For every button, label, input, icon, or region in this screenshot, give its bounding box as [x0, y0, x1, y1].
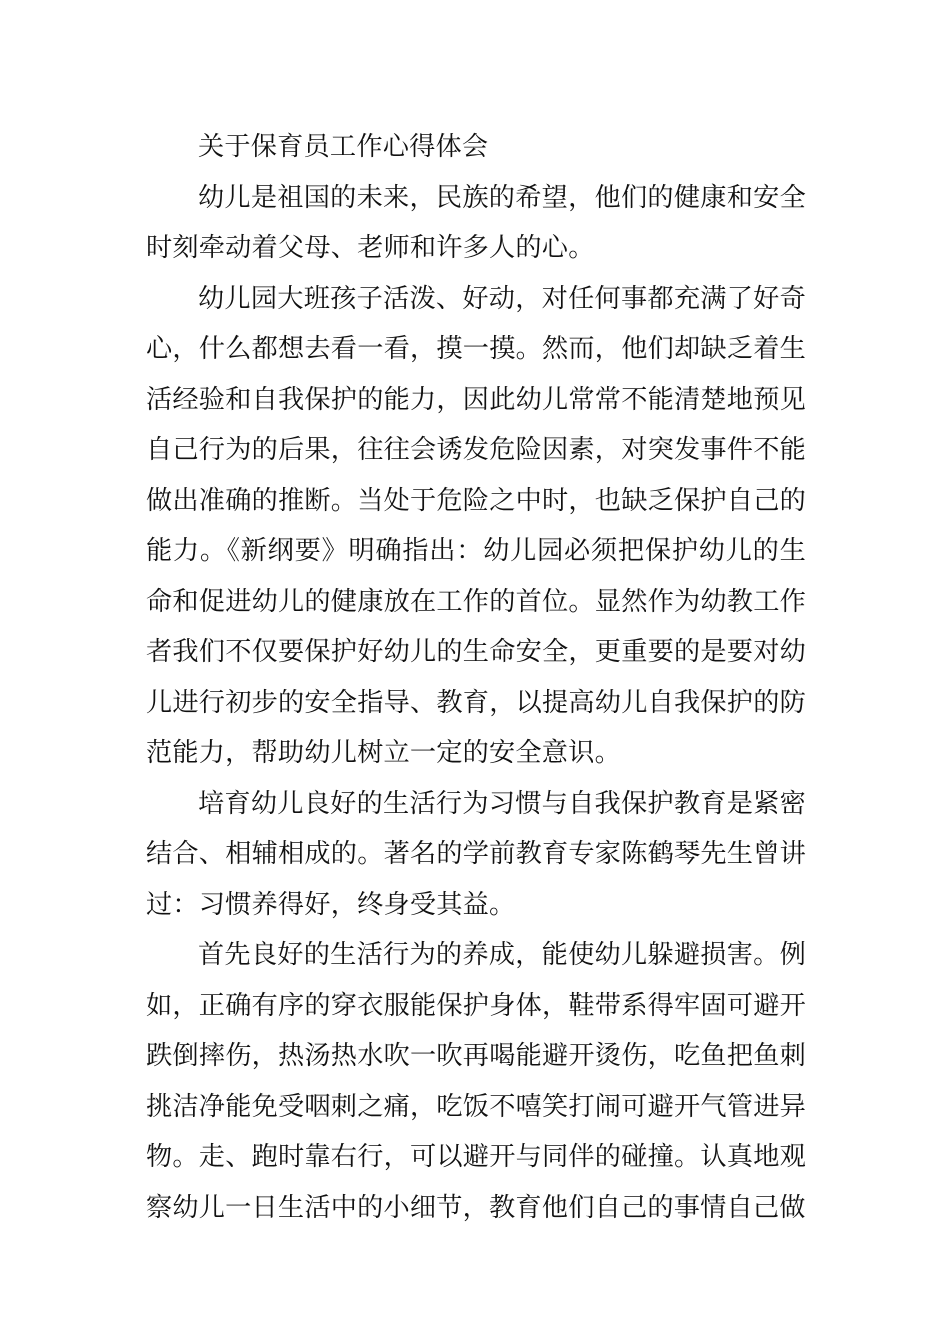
paragraph-4: 首先良好的生活行为的养成，能使幼儿躲避损害。例如，正确有序的穿衣服能保护身体，鞋带系得牢固可避开跌倒摔伤，热汤热水吹一吹再喝能避开烫伤，吃鱼把鱼刺挑洁净能免受咽刺之痛，吃饭不嘻笑打闹可避开气管进异物。走、跑时靠右行，可以避开与同伴的碰撞。认真地观察幼儿一日生活中的小细节，教育他们自己的事情自己做	[146, 940, 806, 1223]
document-title: 关于保育员工作心得体会	[198, 132, 489, 162]
paragraph-2: 幼儿园大班孩子活泼、好动，对任何事都充满了好奇心，什么都想去看一看，摸一摸。然而，他们却缺乏着生活经验和自我保护的能力，因此幼儿常常不能清楚地预见自己行为的后果，往往会诱发危险因素，对突发事件不能做出准确的推断。当处于危险之中时，也缺乏保护自己的能力。《新纲要》明确指出：幼儿园必须把保护幼儿的生命和促进幼儿的健康放在工作的首位。显然作为幼教工作者我们不仅要保护好幼儿的生命安全，更重要的是要对幼儿进行初步的安全指导、教育，以提高幼儿自我保护的防范能力，帮助幼儿树立一定的安全意识。	[146, 283, 806, 768]
paragraph-1: 幼儿是祖国的未来，民族的希望，他们的健康和安全时刻牵动着父母、老师和许多人的心。	[146, 182, 806, 263]
paragraph-3: 培育幼儿良好的生活行为习惯与自我保护教育是紧密结合、相辅相成的。著名的学前教育专家陈鹤琴先生曾讲过：习惯养得好，终身受其益。	[146, 788, 806, 920]
document-body	[146, 122, 806, 1233]
